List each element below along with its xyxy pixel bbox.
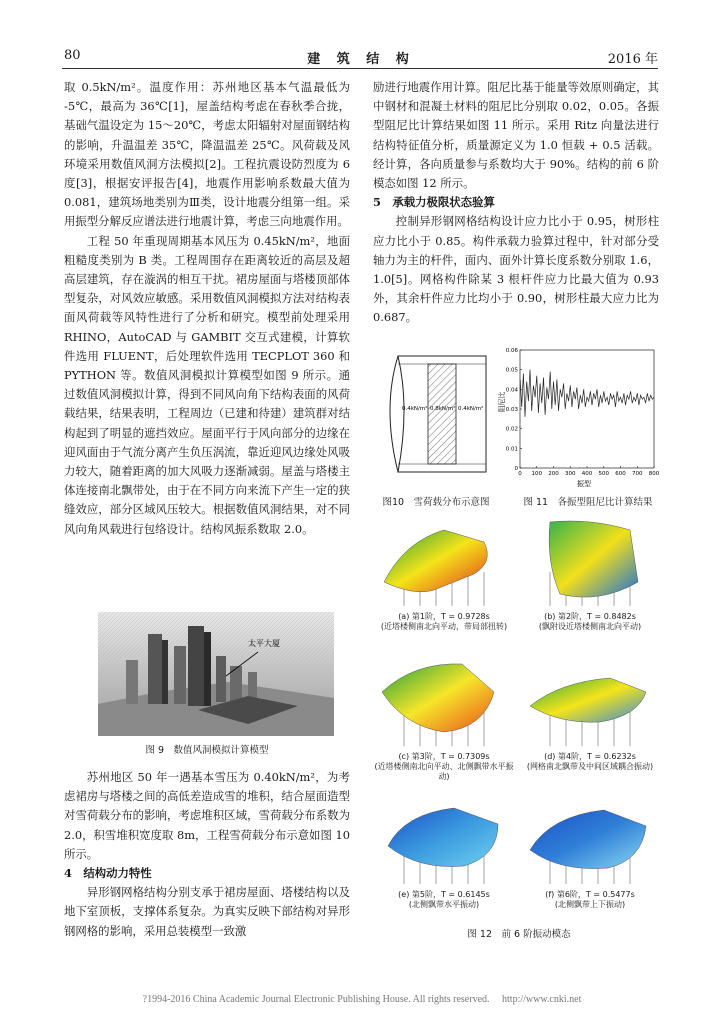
city-model-image [98, 612, 334, 736]
damping-ratio-chart [498, 340, 662, 488]
paragraph-damping: 励进行地震作用计算。阻尼比基于能量等效原则确定，其中钢材和混凝土材料的阻尼比分别取 0.02，0.05。各振型阻尼比计算结果如图 11 所示。采用 Ritz 向量法进行结构特征值分析，质量源定义为 1.0 恒载 + 0.5 活载。经计算，各向质量参与系数均大于 90%。结构的前 6 阶模态如图 12 所示。 [373, 80, 659, 191]
mode-shape-5 [374, 790, 514, 910]
figure-10-caption: 图10 雪荷载分布示意图 [382, 497, 490, 508]
y-tick-label: 0.03 [505, 407, 518, 413]
figure-10-snow-load [376, 348, 496, 478]
paragraph-wind: 工程 50 年重现周期基本风压为 0.45kN/m²，地面粗糙度类别为 B 类。工程周围存在距离较近的高层及超高层建筑，存在漩涡的相互干扰。裙房屋面与塔楼顶部体型复杂，对风效应敏感。采用数值风洞模拟方法对结构表面风荷载等风特性进行了分析和研究。模型前处理采用 RHINO，AutoCAD 与 GAMBIT 交互式建模，计算软件选用 FLUENT，后处理软件选用 TECPLOT 360 和 PYTHON 等。数值风洞模拟计算模型如图 9 所示。通过数值风洞模拟计算，得到不同风向角下结构表面的风荷载结果，结果表明，工程周边（已建和待建）建筑群对结构起到了明显的遮挡效应。屋面平行于风向部分的边缘在迎风面由于气流分离产生负压涡流，靠近迎风边缘处风吸力较大，随着距离的加大风吸力逐渐减弱。屋盖与塔楼主体连接南北飘带处，由于在不同方向来流下产生一定的狭缝效应，部分区域风压较大。根据数值风洞结果，对不同风向角风载进行包络设计。结构风振系数取 2.0。 [64, 233, 350, 536]
x-tick-label: 0 [518, 471, 522, 477]
chart-frame [520, 350, 654, 468]
figure-9-caption: 图 9 数值风洞模拟计算模型 [145, 745, 269, 756]
section-5-heading: 5 承载力极限状态验算 [373, 195, 495, 210]
figure-11-caption: 图 11 各振型阻尼比计算结果 [523, 497, 653, 508]
mode-caption-title: (f) 第6阶，T = 0.5477s [545, 890, 635, 899]
y-tick-label: 0 [514, 466, 518, 472]
left-column-lower [64, 768, 350, 941]
y-tick-label: 0.05 [505, 367, 518, 374]
x-axis-label: 振型 [577, 480, 591, 488]
mode-shape-image [374, 790, 514, 886]
paragraph-stress-ratio: 控制异形钢网格结构设计应力比小于 0.95，树形柱应力比小于 0.85。构件承载力验算过程中，针对部分受轴力为主的杆件，面内、面外计算长度系数分别取 1.6，1.0[5]。网格构件除某 3 根杆件应力比最大值为 0.93 外，其余杆件应力比均小于 0.90，树形柱最大应力比为 0.687。 [373, 214, 659, 325]
mode-caption-description: (近塔楼侧南北向平动，带局部扭转) [380, 622, 508, 631]
mode-shape-image [520, 790, 660, 886]
y-tick-label: 0.02 [505, 426, 518, 433]
mode-shape-1 [374, 512, 514, 632]
y-axis-label: 阻尼比 [498, 391, 506, 413]
mode-caption-description: (北侧飘带上下振动) [554, 900, 626, 909]
mode-shape-2 [520, 512, 660, 632]
mode-caption-description: (飘附设近塔楼侧南北向平动) [538, 622, 642, 631]
figure-11-damping-chart [498, 340, 662, 488]
paragraph-dynamics: 异形钢网格结构分别支承于裙房屋面、塔楼结构以及地下室顶板，支撑体系复杂。为真实反映下部结构对异形钢网格的影响，采用总装模型一致激 [64, 885, 350, 938]
mode-caption-description: (网格南北飘带及中间区域耦合振动) [526, 762, 654, 771]
snow-label-right: 0.4kN/m² [458, 406, 484, 412]
roof-surface [382, 664, 494, 732]
publication-year: 2016 年 [607, 52, 658, 67]
mode-shape-image [520, 652, 660, 748]
figure-9-wind-tunnel-model [98, 612, 334, 736]
mode-shape-4 [520, 652, 660, 772]
x-tick-label: 300 [565, 471, 576, 477]
page-number: 80 [64, 48, 81, 63]
paragraph-snow: 苏州地区 50 年一遇基本雪压为 0.40kN/m²，为考虑裙房与塔楼之间的高低差造成雪的堆积，结合屋面造型对雪荷载分布的影响，考虑堆积区域，雪荷载分布系数为 2.0，积雪堆积宽度取 8m，工程雪荷载分布示意如图 10 所示。 [64, 770, 350, 861]
mode-shape-6 [520, 790, 660, 910]
roof-surface [530, 678, 646, 722]
mode-caption-description: (近塔楼侧南北向平动、北侧飘带水平振动) [374, 762, 514, 781]
x-tick-label: 200 [548, 471, 559, 477]
journal-title: 建 筑 结 构 [307, 52, 415, 67]
y-tick-label: 0.01 [505, 446, 518, 453]
y-tick-label: 0.06 [505, 348, 518, 354]
fig9-building-label: 太平大厦 [248, 639, 280, 648]
page-header [64, 48, 658, 68]
paragraph-temperature-seismic: 取 0.5kN/m²。温度作用：苏州地区基本气温最低为 -5℃，最高为 36℃[1]，屋盖结构考虑在春秋季合拢，基础气温设定为 15～20℃，考虑太阳辐射对屋面钢结构的影响，升温温差 35℃，降温温差 25℃。风荷载及风环境采用数值风洞方法模拟[2]。工程抗震设防烈度为 6 度[3]，根据安评报告[4]，地震作用影响系数最大值为 0.081，建筑场地类别为Ⅲ类，设计地震分组第一组。采用振型分解反应谱法进行地震计算，考虑三向地震作用。 [64, 80, 350, 229]
section-4-heading: 4 结构动力特性 [64, 866, 152, 881]
figure-12-caption: 图 12 前 6 阶振动模态 [467, 929, 571, 940]
x-tick-label: 700 [632, 471, 643, 477]
roof-surface [530, 810, 646, 869]
mode-caption-description: (北侧飘带水平振动) [408, 900, 480, 909]
x-tick-label: 400 [581, 471, 593, 477]
y-tick-label: 0.04 [505, 387, 518, 394]
snow-label-center: 0.8kN/m² [430, 406, 456, 412]
x-tick-label: 100 [531, 471, 542, 477]
x-tick-label: 500 [598, 471, 609, 477]
copyright-footer: ?1994-2016 China Academic Journal Electronic Publishing House. All rights reserved. http://www.cnki.net [142, 994, 582, 1005]
left-column-upper [64, 78, 350, 539]
roof-surface [384, 530, 487, 592]
mode-caption-title: (b) 第2阶，T = 0.8482s [544, 612, 636, 621]
mode-caption-title: (d) 第4阶，T = 0.6232s [544, 752, 636, 761]
mode-shape-3 [374, 652, 514, 782]
mode-caption-title: (e) 第5阶，T = 0.6145s [398, 890, 490, 899]
mode-shape-image [374, 652, 514, 748]
header-rule [62, 68, 658, 69]
damping-series-line [520, 370, 654, 417]
mode-caption-title: (a) 第1阶，T = 0.9728s [398, 612, 490, 621]
roof-surface [388, 808, 498, 867]
roof-surface [549, 521, 638, 597]
x-tick-label: 800 [648, 471, 660, 477]
right-column-text [373, 78, 659, 328]
mode-shape-image [374, 512, 514, 608]
snow-label-left: 0.4kN/m² [402, 406, 428, 412]
x-tick-label: 600 [615, 471, 626, 477]
mode-shape-image [520, 512, 660, 608]
mode-caption-title: (c) 第3阶，T = 0.7309s [398, 752, 490, 761]
